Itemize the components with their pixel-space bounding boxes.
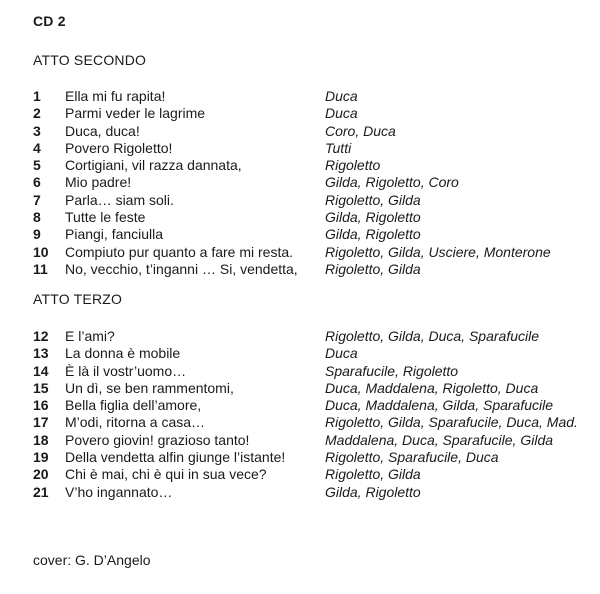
track-number: 10 [33,243,49,260]
track-row [33,449,593,466]
track-title: Tutte le feste [65,209,146,226]
track-number: 13 [33,345,49,362]
track-number: 11 [33,260,48,277]
disc-label: CD 2 [33,13,66,29]
track-number: 19 [33,449,49,466]
track-singers: Rigoletto, Gilda, Usciere, Monterone [325,243,551,260]
track-title: Duca, duca! [65,122,140,139]
track-singers: Duca [325,88,358,104]
act-three-heading: ATTO TERZO [33,291,123,307]
track-singers: Rigoletto, Sparafucile, Duca [325,449,499,466]
act-two-track-list [33,88,593,278]
track-singers: Rigoletto [325,157,381,174]
track-singers: Gilda, Rigoletto [325,209,421,226]
track-number: 18 [33,431,49,448]
track-title: Bella figlia dell’amore, [65,397,202,414]
track-singers: Maddalena, Duca, Sparafucile, Gilda [325,431,554,448]
track-singers: Sparafucile, Rigoletto [325,362,459,379]
track-row [33,192,593,209]
track-number: 2 [33,105,41,122]
track-number: 8 [33,209,41,226]
track-row [33,244,593,261]
track-row [33,484,593,501]
track-singers: Duca [325,345,358,362]
track-singers: Duca, Maddalena, Rigoletto, Duca [325,379,539,396]
track-title: Della vendetta alfin giunge l’istante! [65,449,286,466]
track-singers: Rigoletto, Gilda, Duca, Sparafucile [325,328,539,344]
track-title: Ella mi fu rapita! [65,88,166,104]
track-row [33,105,593,122]
track-title: Mio padre! [65,174,132,191]
track-singers: Rigoletto, Gilda [325,260,421,277]
track-number: 6 [33,174,41,191]
track-title: Chi è mai, chi è qui in sua vece? [65,466,267,483]
track-row [33,140,593,157]
track-title: V’ho ingannato… [65,483,173,500]
track-number: 21 [33,483,49,500]
track-title: Un dì, se ben rammentomi, [65,379,234,396]
track-number: 17 [33,414,49,431]
track-singers: Tutti [325,139,352,156]
track-row [33,328,593,345]
track-title: Povero giovin! grazioso tanto! [65,431,250,448]
track-number: 12 [33,328,49,344]
track-title: M’odi, ritorna a casa… [65,414,206,431]
track-number: 5 [33,157,41,174]
track-singers: Rigoletto, Gilda [325,466,421,483]
act-three-track-list [33,328,593,501]
track-title: Cortigiani, vil razza dannata, [65,157,242,174]
track-number: 7 [33,191,41,208]
track-number: 16 [33,397,49,414]
track-row [33,466,593,483]
track-row [33,174,593,191]
track-row [33,345,593,362]
track-row [33,209,593,226]
track-row [33,226,593,243]
track-title: Piangi, fanciulla [65,226,164,243]
track-singers: Gilda, Rigoletto [325,226,421,243]
cover-credit: cover: G. D’Angelo [33,552,151,568]
act-two-heading: ATTO SECONDO [33,52,147,68]
track-singers: Gilda, Rigoletto, Coro [325,174,459,191]
track-title: E l’ami? [65,328,115,344]
track-singers: Coro, Duca [325,122,396,139]
track-row [33,363,593,380]
track-number: 14 [33,362,49,379]
track-row [33,123,593,140]
track-singers: Duca [325,105,358,122]
track-singers: Rigoletto, Gilda, Sparafucile, Duca, Mad. [325,414,578,431]
track-title: La donna è mobile [65,345,181,362]
track-row [33,397,593,414]
track-number: 20 [33,466,49,483]
track-number: 4 [33,139,41,156]
track-number: 15 [33,379,49,396]
track-title: Parla… siam soli. [65,191,174,208]
track-row [33,157,593,174]
track-singers: Duca, Maddalena, Gilda, Sparafucile [325,397,554,414]
track-title: No, vecchio, t’inganni … Si, vendetta, [65,260,298,277]
track-row [33,380,593,397]
track-row [33,414,593,431]
track-row [33,432,593,449]
track-number: 3 [33,122,41,139]
track-singers: Gilda, Rigoletto [325,483,421,500]
track-row [33,88,593,105]
track-title: Compiuto pur quanto a fare mi resta. [65,243,294,260]
track-row [33,261,593,278]
track-title: Parmi veder le lagrime [65,105,206,122]
track-singers: Rigoletto, Gilda [325,191,421,208]
track-number: 1 [33,88,41,104]
track-number: 9 [33,226,41,243]
track-title: Povero Rigoletto! [65,139,173,156]
track-title: È là il vostr’uomo… [65,362,187,379]
